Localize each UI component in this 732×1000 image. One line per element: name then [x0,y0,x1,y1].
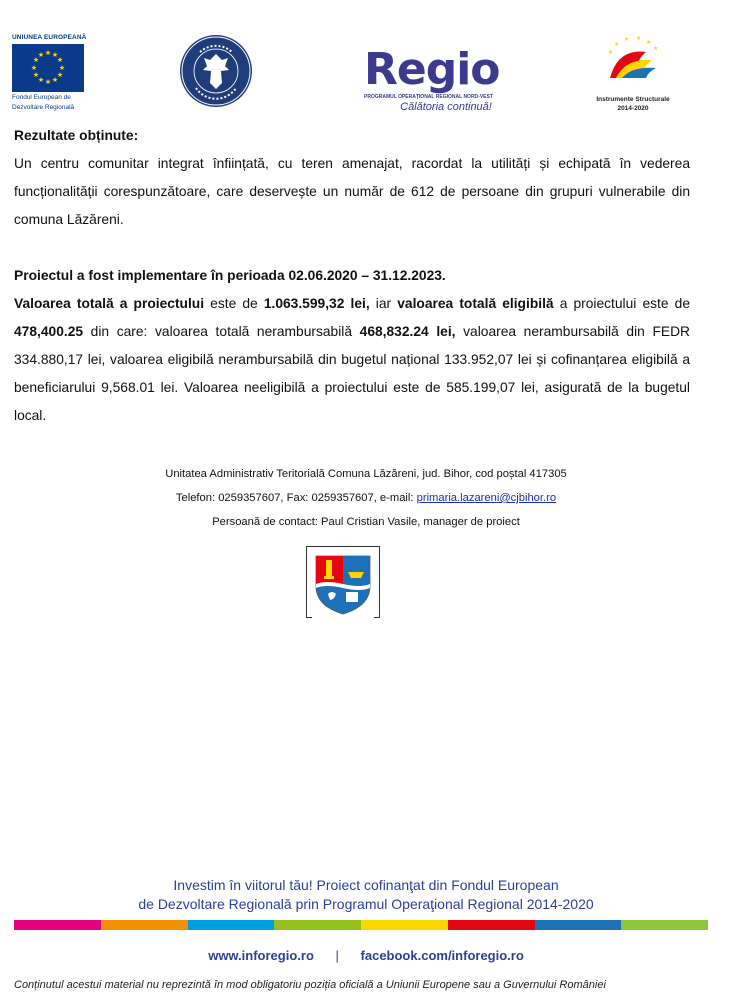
link-separator: | [335,948,339,963]
coat-of-arms-icon [306,546,380,618]
svg-text:★: ★ [37,51,45,59]
project-period: Proiectul a fost implementare în perioada 02.06.2020 – 31.12.2023. [14,268,446,283]
regio-program-line: PROGRAMUL OPERAȚIONAL REGIONAL NORD-VEST [364,94,493,100]
footer-links [0,948,732,963]
value-text-1: este de [204,296,264,311]
instrumente-label-2: 2014-2020 [617,105,649,112]
value-label-eligible: valoarea totală eligibilă [397,296,554,311]
value-label-total: Valoarea totală a proiectului [14,296,205,311]
results-text: Un centru comunitar integrat înființată, cu teren amenajat, racordat la utilități și echipată în vederea funcționalității corespunzătoare, care deservește un număr de 612 de persoane din grupuri vulnerabile din comuna Lăzăreni. [14,156,690,227]
svg-text:★: ★ [30,64,38,72]
project-values [14,290,690,430]
svg-text:★: ★ [51,51,59,59]
spacer [14,234,690,262]
svg-text:★: ★ [32,56,40,64]
value-text-3: a proiectului este de [553,296,690,311]
footer-line-2: de Dezvoltare Regională prin Programul Operaţional Regional 2014-2020 [138,896,594,912]
color-stripe [14,920,708,930]
instrumente-structurale-logo [588,34,678,114]
svg-text:★: ★ [56,56,64,64]
svg-text:★: ★ [646,39,652,46]
svg-text:★: ★ [653,45,659,52]
eu-title: UNIUNEA EUROPEANĂ [12,34,87,41]
value-total: 1.063.599,32 lei, [263,296,370,311]
regio-logo [364,44,514,114]
link-inforegio[interactable]: www.inforegio.ro [208,948,314,963]
stripe-segment [274,920,361,930]
svg-text:★: ★ [51,76,59,84]
value-nonrefundable: 468,832.24 lei, [359,324,456,339]
stripe-segment [188,920,275,930]
eu-flag-icon [12,44,84,92]
instrumente-structurale-icon [588,34,678,90]
instrumente-label-1: Instrumente Structurale [596,96,670,103]
svg-text:★: ★ [636,35,642,42]
svg-text:★: ★ [58,64,66,72]
footer-line-1: Investim în viitorul tău! Proiect cofinanţat din Fondul European [173,877,559,893]
svg-text:★: ★ [44,78,52,86]
footer-cofinancing [0,876,732,914]
eu-subtitle-2: Dezvoltare Regională [12,103,75,111]
svg-text:★: ★ [624,36,630,43]
contact-address: Unitatea Administrativ Teritorială Comuna Lăzăreni, jud. Bihor, cod poștal 417305 [165,468,567,480]
svg-text:★: ★ [32,71,40,79]
government-seal-icon [178,32,254,110]
disclaimer: Conținutul acestui material nu reprezintă în mod obligatoriu poziția oficială a Uniunii Europene sau a Guvernului României [14,979,606,991]
contact-phone-line [0,486,732,510]
eu-subtitle-1: Fondul European de [12,94,71,101]
stripe-segment [101,920,188,930]
stripe-segment [535,920,622,930]
svg-text:★: ★ [44,49,52,57]
link-facebook[interactable]: facebook.com/inforegio.ro [360,948,524,963]
stripe-segment [361,920,448,930]
svg-text:★: ★ [608,49,614,56]
svg-text:★: ★ [56,71,64,79]
contact-email-link[interactable]: primaria.lazareni@cjbihor.ro [416,492,557,504]
value-text-2: iar [369,296,398,311]
stripe-segment [14,920,101,930]
contact-block [0,462,732,534]
regio-tagline: Călătoria continuă! [400,101,492,113]
bihor-crest [306,546,380,618]
contact-phone: Telefon: 0259357607, Fax: 0259357607, e-mail: [175,492,417,504]
contact-person: Persoană de contact: Paul Cristian Vasile, manager de proiect [212,516,520,528]
value-text-5: valoarea nerambursabilă din FEDR 334.880,17 lei, valoarea eligibilă nerambursabilă din bugetul național 133.952,07 lei și cofinanțarea eligibilă a beneficiarului 9,568.01 lei. Valoarea neeligibilă a proiectului este de 585.199,07 lei, asigurată de la bugetul local. [14,324,690,423]
value-eligible: 478,400.25 [14,324,84,339]
value-text-4: din care: valoarea totală nerambursabilă [83,324,360,339]
results-heading: Rezultate obținute: [14,128,139,143]
eu-logo [12,34,92,111]
svg-text:★: ★ [614,41,620,48]
header-logos [0,30,732,115]
main-content [14,122,690,430]
svg-text:★: ★ [37,76,45,84]
stripe-segment [448,920,535,930]
regio-wordmark: Regio [364,44,500,95]
stripe-segment [621,920,708,930]
